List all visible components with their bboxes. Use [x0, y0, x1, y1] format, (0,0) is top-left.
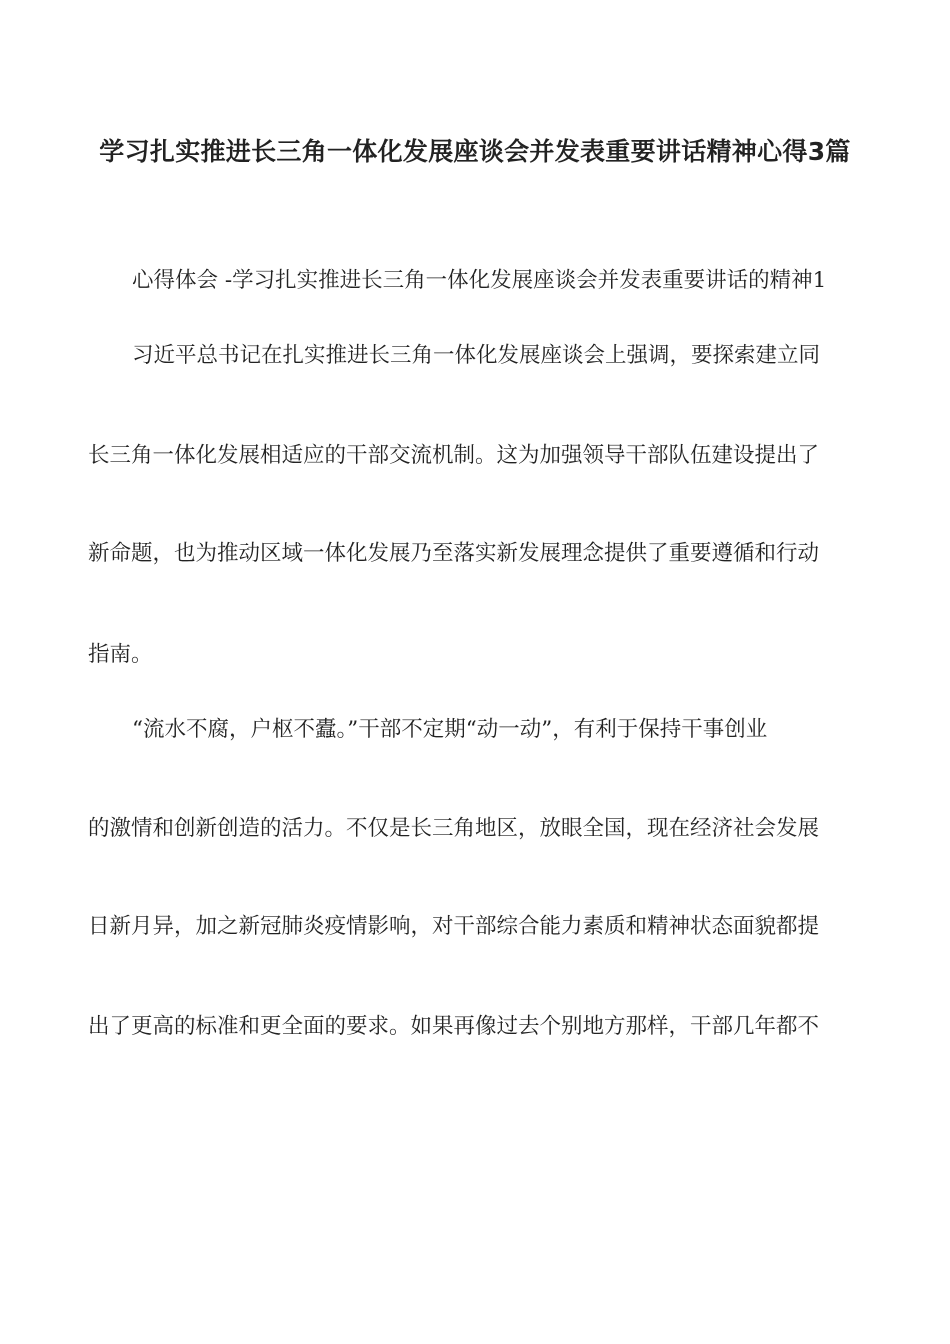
paragraph-line: 日新月异，加之新冠肺炎疫情影响，对干部综合能力素质和精神状态面貌都提 — [88, 914, 820, 939]
document-title: 学习扎实推进长三角一体化发展座谈会并发表重要讲话精神心得3篇 — [99, 137, 851, 166]
paragraph-line: 指南。 — [88, 642, 153, 667]
paragraph-line: 新命题，也为推动区域一体化发展乃至落实新发展理念提供了重要遵循和行动 — [88, 541, 820, 566]
paragraph-line: 习近平总书记在扎实推进长三角一体化发展座谈会上强调，要探索建立同 — [132, 343, 821, 368]
paragraph-line: “流水不腐，户枢不蠹。”干部不定期“动一动”，有利于保持干事创业 — [132, 717, 768, 742]
paragraph-line: 长三角一体化发展相适应的干部交流机制。这为加强领导干部队伍建设提出了 — [88, 443, 820, 468]
section-heading: 心得体会 -学习扎实推进长三角一体化发展座谈会并发表重要讲话的精神1 — [132, 268, 827, 293]
paragraph-line: 的激情和创新创造的活力。不仅是长三角地区，放眼全国，现在经济社会发展 — [88, 816, 820, 841]
paragraph-line: 出了更高的标准和更全面的要求。如果再像过去个别地方那样，干部几年都不 — [88, 1014, 820, 1039]
